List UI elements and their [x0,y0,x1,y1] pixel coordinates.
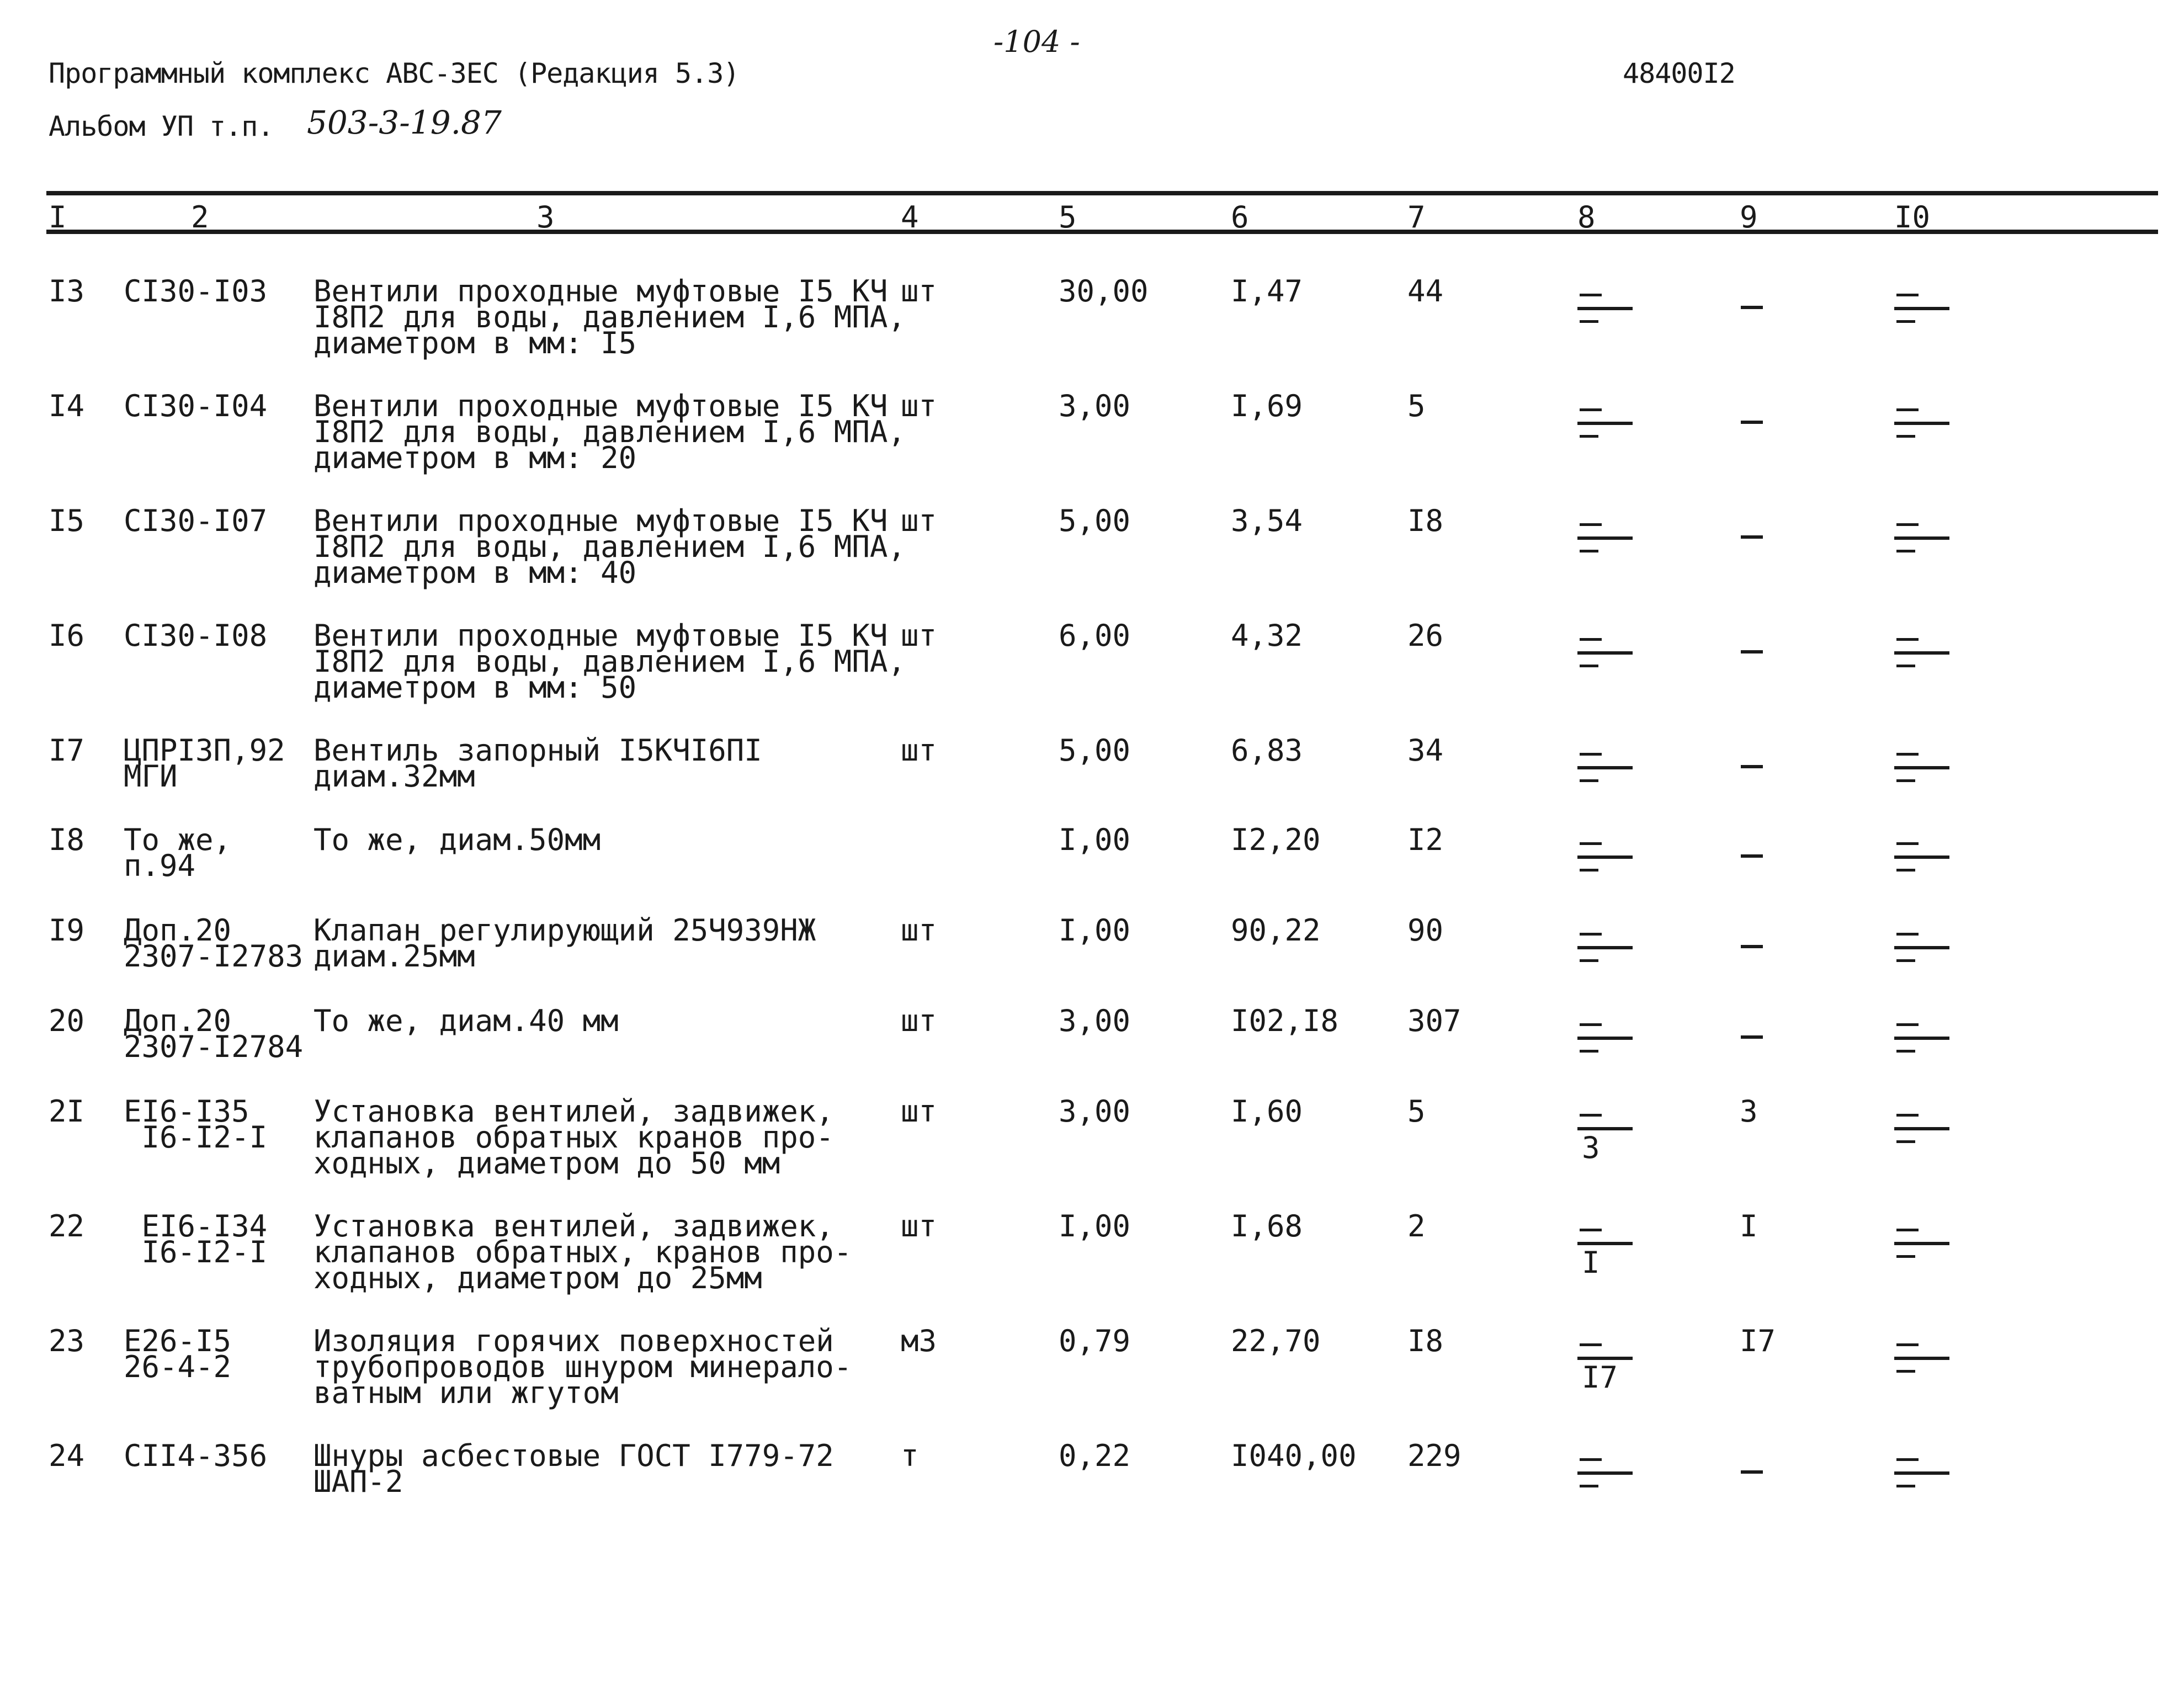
column-number: 4 [901,200,919,235]
item-description: Клапан регулирующий 25Ч939НЖ диам.25мм [313,913,816,974]
column-number: 2 [191,200,209,235]
unit-price: 22,70 [1231,1324,1321,1358]
rate-code: EI6-I35 I6-I2-I [124,1094,268,1155]
row-number: I3 [49,274,85,309]
dash-mark [1896,1140,1915,1143]
dash-mark [1580,665,1598,667]
dash-mark [1896,320,1915,323]
rate-code: CI30-I08 [124,618,268,653]
dash-mark [1896,779,1915,782]
table-row [0,1094,2184,1209]
quantity: 5,00 [1059,733,1131,768]
quantity: 3,00 [1059,389,1131,423]
unit: т [901,1438,919,1473]
item-description: Вентили проходные муфтовые I5 КЧ I8П2 для воды, давлением I,6 МПА, диаметром в мм: 40 [313,503,906,590]
total-cost: 44 [1407,274,1444,309]
fraction-line [1577,422,1633,425]
fraction-line [1577,856,1633,859]
unit-price: 4,32 [1231,618,1303,653]
total-cost: I8 [1407,503,1444,538]
rate-code: EI6-I34 I6-I2-I [141,1209,268,1269]
total-cost: 2 [1407,1209,1426,1244]
column-number: 6 [1231,200,1249,235]
total-cost: 90 [1407,913,1444,948]
dash-mark [1741,854,1763,858]
quantity: 5,00 [1059,503,1131,538]
quantity: 3,00 [1059,1003,1131,1038]
page-number: -104 - [993,24,1080,59]
table-row [0,274,2184,389]
total-cost: 26 [1407,618,1444,653]
dash-mark [1741,421,1763,424]
rate-code: То же, п.94 [124,822,232,883]
unit: шт [901,618,937,653]
dash-mark [1896,1370,1915,1373]
unit: шт [901,274,937,309]
rate-code: CII4-356 [124,1438,268,1473]
column-number: 9 [1740,200,1758,235]
dash-mark [1741,535,1763,539]
dash-mark [1741,650,1763,653]
item-description: Установка вентилей, задвижек, клапанов обратных кранов про- ходных, диаметром до 50 мм [313,1094,834,1181]
dash-mark [1896,959,1915,962]
row-number: 24 [49,1438,85,1473]
dash-mark [1896,1050,1915,1053]
unit-price: 3,54 [1231,503,1303,538]
rate-code: CI30-I03 [124,274,268,309]
dash-mark [1896,753,1919,756]
table-row [0,1438,2184,1553]
dash-mark [1580,320,1598,323]
total-cost: 34 [1407,733,1444,768]
item-description: Вентили проходные муфтовые I5 КЧ I8П2 для воды, давлением I,6 МПА, диаметром в мм: I5 [313,274,906,360]
fraction-line [1894,946,1949,949]
dash-mark [1741,945,1763,948]
dash-mark [1580,550,1598,552]
dash-mark [1896,435,1915,438]
quantity: I,00 [1059,1209,1131,1244]
fraction-line [1894,766,1949,769]
dash-mark [1580,842,1602,845]
unit-price: 90,22 [1231,913,1321,948]
fraction-line [1894,422,1949,425]
column-number: I [49,200,67,235]
dash-mark [1896,1458,1919,1461]
rate-code: Доп.20 2307-I2783 [124,913,304,974]
dash-mark [1580,408,1602,411]
quantity: I,00 [1059,822,1131,857]
item-description: Вентили проходные муфтовые I5 КЧ I8П2 для воды, давлением I,6 МПА, диаметром в мм: 20 [313,389,906,475]
col9-value: I7 [1740,1324,1776,1358]
unit-price: I02,I8 [1231,1003,1339,1038]
fraction-line [1577,766,1633,769]
rate-code: ЦПРI3П,92 МГИ [124,733,285,794]
col8-value: I7 [1582,1360,1618,1395]
fraction-line [1577,307,1633,310]
dash-mark [1896,1343,1919,1346]
dash-mark [1580,1343,1602,1346]
col8-value: I [1582,1245,1600,1280]
dash-mark [1896,550,1915,552]
dash-mark [1580,1485,1598,1487]
table-top-rule [46,191,2158,195]
column-number: 5 [1059,200,1077,235]
fraction-line [1577,1471,1633,1475]
dash-mark [1896,1255,1915,1258]
dash-mark [1896,1023,1919,1026]
unit: шт [901,389,937,423]
dash-mark [1896,933,1919,936]
fraction-line [1894,1037,1949,1040]
unit-price: I2,20 [1231,822,1321,857]
row-number: I9 [49,913,85,948]
total-cost: I8 [1407,1324,1444,1358]
quantity: 6,00 [1059,618,1131,653]
dash-mark [1580,294,1602,296]
unit: шт [901,1003,937,1038]
unit: шт [901,1094,937,1129]
unit-price: I,47 [1231,274,1303,309]
rate-code: CI30-I04 [124,389,268,423]
column-number: 8 [1577,200,1596,235]
fraction-line [1894,1127,1949,1130]
table-row [0,1209,2184,1324]
table-header-rule [46,230,2158,234]
column-number: I0 [1894,200,1931,235]
total-cost: 307 [1407,1003,1462,1038]
unit-price: I,69 [1231,389,1303,423]
row-number: 22 [49,1209,85,1244]
fraction-line [1894,536,1949,540]
quantity: 3,00 [1059,1094,1131,1129]
dash-mark [1896,1114,1919,1117]
row-number: 2I [49,1094,85,1129]
document-code: 48400I2 [1623,57,1735,89]
dash-mark [1741,306,1763,309]
row-number: 23 [49,1324,85,1358]
table-row [0,503,2184,618]
fraction-line [1894,1471,1949,1475]
quantity: 30,00 [1059,274,1149,309]
dash-mark [1580,1114,1602,1117]
dash-mark [1896,842,1919,845]
fraction-line [1894,1242,1949,1245]
dash-mark [1741,1035,1763,1039]
rate-code: E26-I5 26-4-2 [124,1324,232,1384]
dash-mark [1580,1023,1602,1026]
fraction-line [1577,946,1633,949]
fraction-line [1894,307,1949,310]
dash-mark [1896,638,1919,641]
program-title: Программный комплекс АВС-ЗЕС (Редакция 5.3) [49,57,740,89]
item-description: То же, диам.40 мм [313,1003,619,1038]
fraction-line [1894,856,1949,859]
total-cost: I2 [1407,822,1444,857]
dash-mark [1580,523,1602,526]
dash-mark [1580,1229,1602,1231]
total-cost: 5 [1407,389,1426,423]
dash-mark [1896,665,1915,667]
total-cost: 5 [1407,1094,1426,1129]
dash-mark [1896,523,1919,526]
dash-mark [1896,294,1919,296]
dash-mark [1896,1229,1919,1231]
col8-value: 3 [1582,1130,1600,1165]
fraction-line [1894,651,1949,655]
item-description: Вентиль запорный I5КЧI6ПI диам.32мм [313,733,762,794]
rate-code: CI30-I07 [124,503,268,538]
unit-price: 6,83 [1231,733,1303,768]
table-row [0,1324,2184,1438]
unit: шт [901,1209,937,1244]
row-number: I8 [49,822,85,857]
item-description: То же, диам.50мм [313,822,601,857]
dash-mark [1580,959,1598,962]
rate-code: Доп.20 2307-I2784 [124,1003,304,1064]
dash-mark [1896,869,1915,872]
table-row [0,389,2184,503]
dash-mark [1580,869,1598,872]
dash-mark [1896,408,1919,411]
unit: шт [901,913,937,948]
unit: шт [901,733,937,768]
dash-mark [1741,765,1763,768]
column-number: 7 [1407,200,1426,235]
dash-mark [1896,1485,1915,1487]
row-number: I7 [49,733,85,768]
fraction-line [1577,651,1633,655]
item-description: Шнуры асбестовые ГОСТ I779-72 ШАП-2 [313,1438,834,1499]
dash-mark [1580,638,1602,641]
item-description: Вентили проходные муфтовые I5 КЧ I8П2 для воды, давлением I,6 МПА, диаметром в мм: 50 [313,618,906,705]
unit-price: I,68 [1231,1209,1303,1244]
row-number: I5 [49,503,85,538]
dash-mark [1580,779,1598,782]
quantity: I,00 [1059,913,1131,948]
dash-mark [1580,1458,1602,1461]
dash-mark [1580,933,1602,936]
total-cost: 229 [1407,1438,1462,1473]
col9-value: 3 [1740,1094,1758,1129]
dash-mark [1580,435,1598,438]
table-row [0,618,2184,733]
album-label: Альбом УП т.п. [49,110,274,142]
dash-mark [1741,1470,1763,1474]
unit: шт [901,503,937,538]
item-description: Установка вентилей, задвижек, клапанов обратных, кранов про- ходных, диаметром до 25мм [313,1209,852,1295]
fraction-line [1577,1037,1633,1040]
item-description: Изоляция горячих поверхностей трубопроводов шнуром минерало- ватным или жгутом [313,1324,852,1410]
row-number: 20 [49,1003,85,1038]
fraction-line [1577,536,1633,540]
row-number: I6 [49,618,85,653]
unit-price: I040,00 [1231,1438,1357,1473]
dash-mark [1580,753,1602,756]
unit-price: I,60 [1231,1094,1303,1129]
quantity: 0,79 [1059,1324,1131,1358]
unit: м3 [901,1324,937,1358]
dash-mark [1580,1050,1598,1053]
column-number: 3 [536,200,555,235]
quantity: 0,22 [1059,1438,1131,1473]
album-handwritten-number: 503-3-19.87 [307,104,502,141]
col9-value: I [1740,1209,1758,1244]
row-number: I4 [49,389,85,423]
fraction-line [1894,1357,1949,1360]
